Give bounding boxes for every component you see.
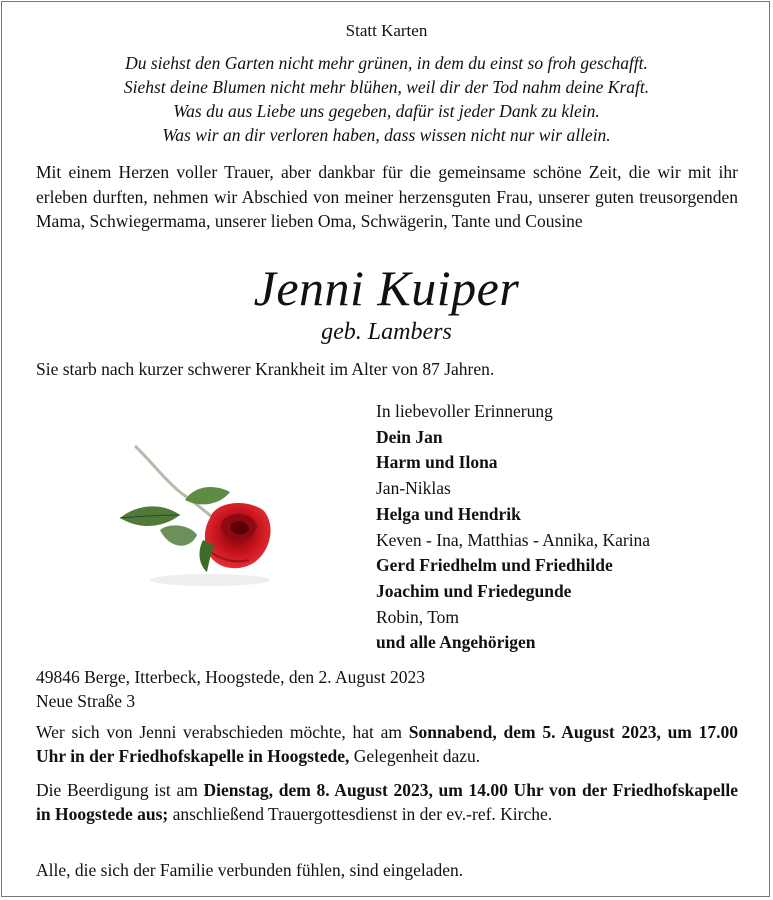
mourner-line: Dein Jan [376,426,443,447]
poem-line: Was du aus Liebe uns gegeben, dafür ist jeder Dank zu klein. [173,101,600,121]
deceased-name: Jenni Kuiper [253,260,520,316]
farewell-paragraph [36,720,738,768]
mourner-line: Harm und Ilona [376,452,498,473]
mourners-list [376,399,650,656]
poem-line: Was wir an dir verloren haben, dass wissen nicht nur wir allein. [162,125,611,145]
funeral-text-end: anschließend Trauergottesdienst in der ev.-ref. Kirche. [168,804,553,824]
mourner-line: Keven - Ina, Matthias - Annika, Karina [376,529,651,550]
mourners-heading: In liebevoller Erinnerung [376,401,553,421]
header-statt-karten: Statt Karten [345,21,428,40]
death-note: Sie starb nach kurzer schwerer Krankheit im Alter von 87 Jahren. [36,359,495,379]
birth-name: geb. Lambers [321,319,452,345]
mourner-line: Jan-Niklas [376,478,451,499]
mourner-line: Helga und Hendrik [376,503,521,524]
farewell-date: Sonnabend, dem 5. August 2023, um 17.00 Uhr in der Friedhofskapelle in Hoogstede, [36,722,738,766]
address-block [36,665,425,713]
farewell-text: Wer sich von Jenni verabschieden möchte, hat am [36,722,409,742]
funeral-date: Dienstag, dem 8. August 2023, um 14.00 Uhr von der Friedhofskapelle in Hoogstede aus; [36,780,738,824]
place-date: 49846 Berge, Itterbeck, Hoogstede, den 2. August 2023 [36,667,425,687]
street-address: Neue Straße 3 [36,691,136,711]
poem-line: Du siehst den Garten nicht mehr grünen, in dem du einst so froh geschafft. [125,53,648,73]
mourner-line: Joachim und Friedegunde [376,580,572,601]
mourner-line: Gerd Friedhelm und Friedhilde [376,555,613,576]
intro-text: Mit einem Herzen voller Trauer, aber dankbar für die gemeinsame schöne Zeit, die wir mit ihr erleben durften, nehmen wir Abschied von meiner herzensguten Frau, unserer guten treusorgenden Mama, Schwiegermama, unserer lieben Oma, Schwägerin, Tante und Cousine [36,162,738,231]
poem [0,51,773,147]
red-rose-icon [115,440,280,590]
farewell-text-end: Gelegenheit dazu. [349,746,481,766]
funeral-text: Die Beerdigung ist am [36,780,204,800]
closing-paragraph: Alle, die sich der Familie verbunden fühlen, sind eingeladen. [36,860,464,880]
poem-line: Siehst deine Blumen nicht mehr blühen, weil dir der Tod nahm deine Kraft. [123,77,650,97]
mourner-line: und alle Angehörigen [376,632,536,653]
funeral-paragraph [36,778,738,826]
mourner-line: Robin, Tom [376,606,460,627]
